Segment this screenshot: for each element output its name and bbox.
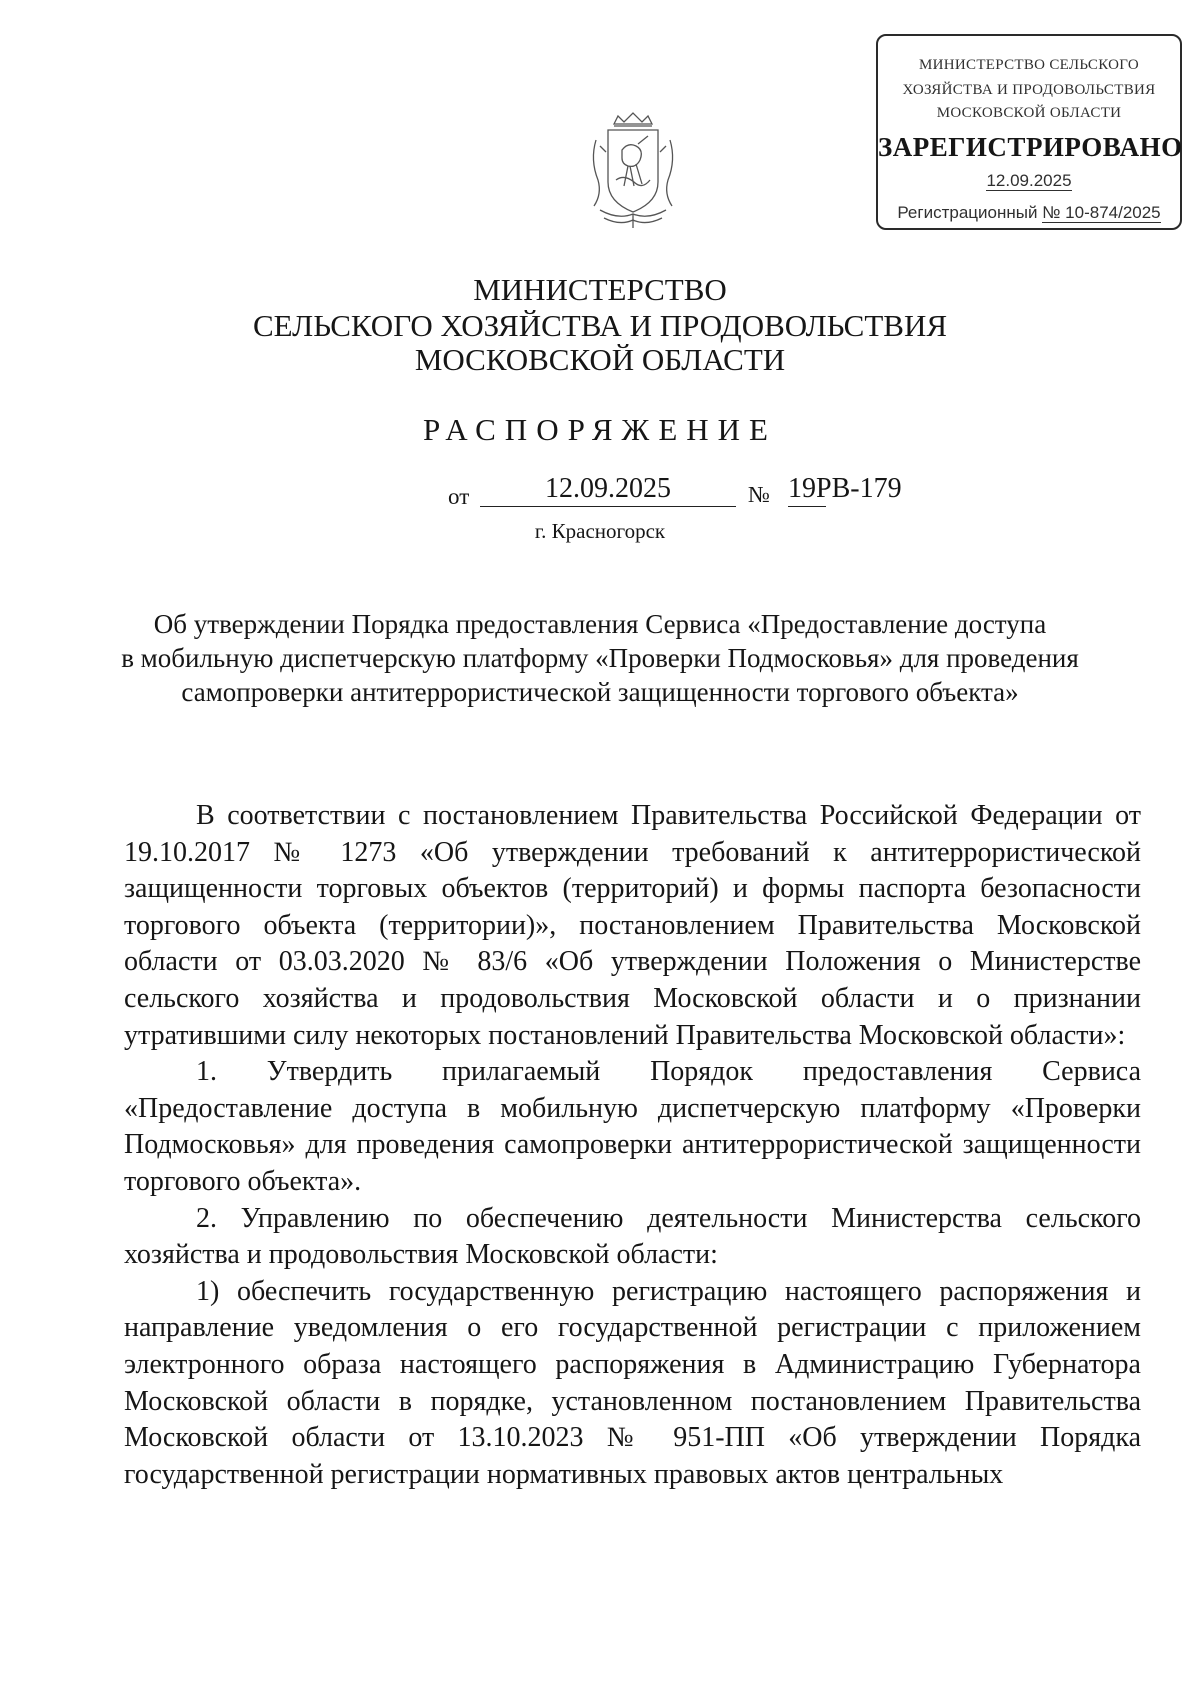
date-number-row [0,472,1200,512]
org-title-line-1: МИНИСТЕРСТВО [473,272,727,307]
stamp-org-line-2: ХОЗЯЙСТВА И ПРОДОВОЛЬСТВИЯ [902,82,1156,98]
number-sign: № [748,482,770,507]
stamp-date-row [878,170,1180,192]
number-underline [788,506,826,507]
stamp-reg-label: Регистрационный [897,203,1038,222]
org-title-line-3: МОСКОВСКОЙ ОБЛАСТИ [414,342,786,377]
subject-line-3: самопроверки антитеррористической защищенности торгового объекта» [181,677,1019,707]
stamp-org-line-1: МИНИСТЕРСТВО СЕЛЬСКОГО [918,57,1140,73]
stamp-status: ЗАРЕГИСТРИРОВАНО [878,132,1183,162]
document-body [124,798,1141,1493]
stamp-org-line-3: МОСКОВСКОЙ ОБЛАСТИ [936,105,1122,121]
registration-stamp [876,34,1182,230]
body-paragraph-intro: В соответствии с постановлением Правительства Российской Федерации от 19.10.2017 № 1273 «Об утверждении требований к антитеррористической защищенности торговых объектов (территорий) и формы паспорта безопасности торгового объекта (территории)», постановлением Правительства Московской области от 03.03.2020 № 83/6 «Об утверждении Положения о Министерстве сельского хозяйства и продовольствия Московской области и о признании утратившими силу некоторых постановлений Правительства Московской области»: [124,800,1141,1051]
document-city: г. Красногорск [534,519,666,543]
stamp-reg-number: № 10-874/2025 [1042,203,1161,222]
document-type: РАСПОРЯЖЕНИЕ [423,412,777,447]
body-paragraph-item-2-1: 1) обеспечить государственную регистрацию настоящего распоряжения и направление уведомления о его государственной регистрации с приложением электронного образа настоящего распоряжения в Администрацию Губернатора Московской области в порядке, установленном постановлением Правительства Московской области от 13.10.2023 № 951-ПП «Об утверждении Порядка государственной регистрации нормативных правовых актов центральных [124,1275,1141,1490]
stamp-date: 12.09.2025 [986,171,1072,190]
coat-of-arms-icon [578,110,688,230]
stamp-registration-row [878,202,1180,224]
date-prefix: от [448,484,470,509]
body-paragraph-item-2: 2. Управлению по обеспечению деятельности Министерства сельского хозяйства и продовольствия Московской области: [124,1202,1141,1271]
subject-line-2: в мобильную диспетчерскую платформу «Проверки Подмосковья» для проведения [121,643,1079,673]
subject-line-1: Об утверждении Порядка предоставления Сервиса «Предоставление доступа [153,609,1047,639]
document-date: 12.09.2025 [480,472,736,507]
body-paragraph-item-1: 1. Утвердить прилагаемый Порядок предоставления Сервиса «Предоставление доступа в мобильную диспетчерскую платформу «Проверки Подмосковья» для проведения самопроверки антитеррористической защищенности торгового объекта». [124,1056,1141,1197]
document-number: 19РВ-179 [788,473,902,504]
org-title-line-2: СЕЛЬСКОГО ХОЗЯЙСТВА И ПРОДОВОЛЬСТВИЯ [252,308,948,343]
